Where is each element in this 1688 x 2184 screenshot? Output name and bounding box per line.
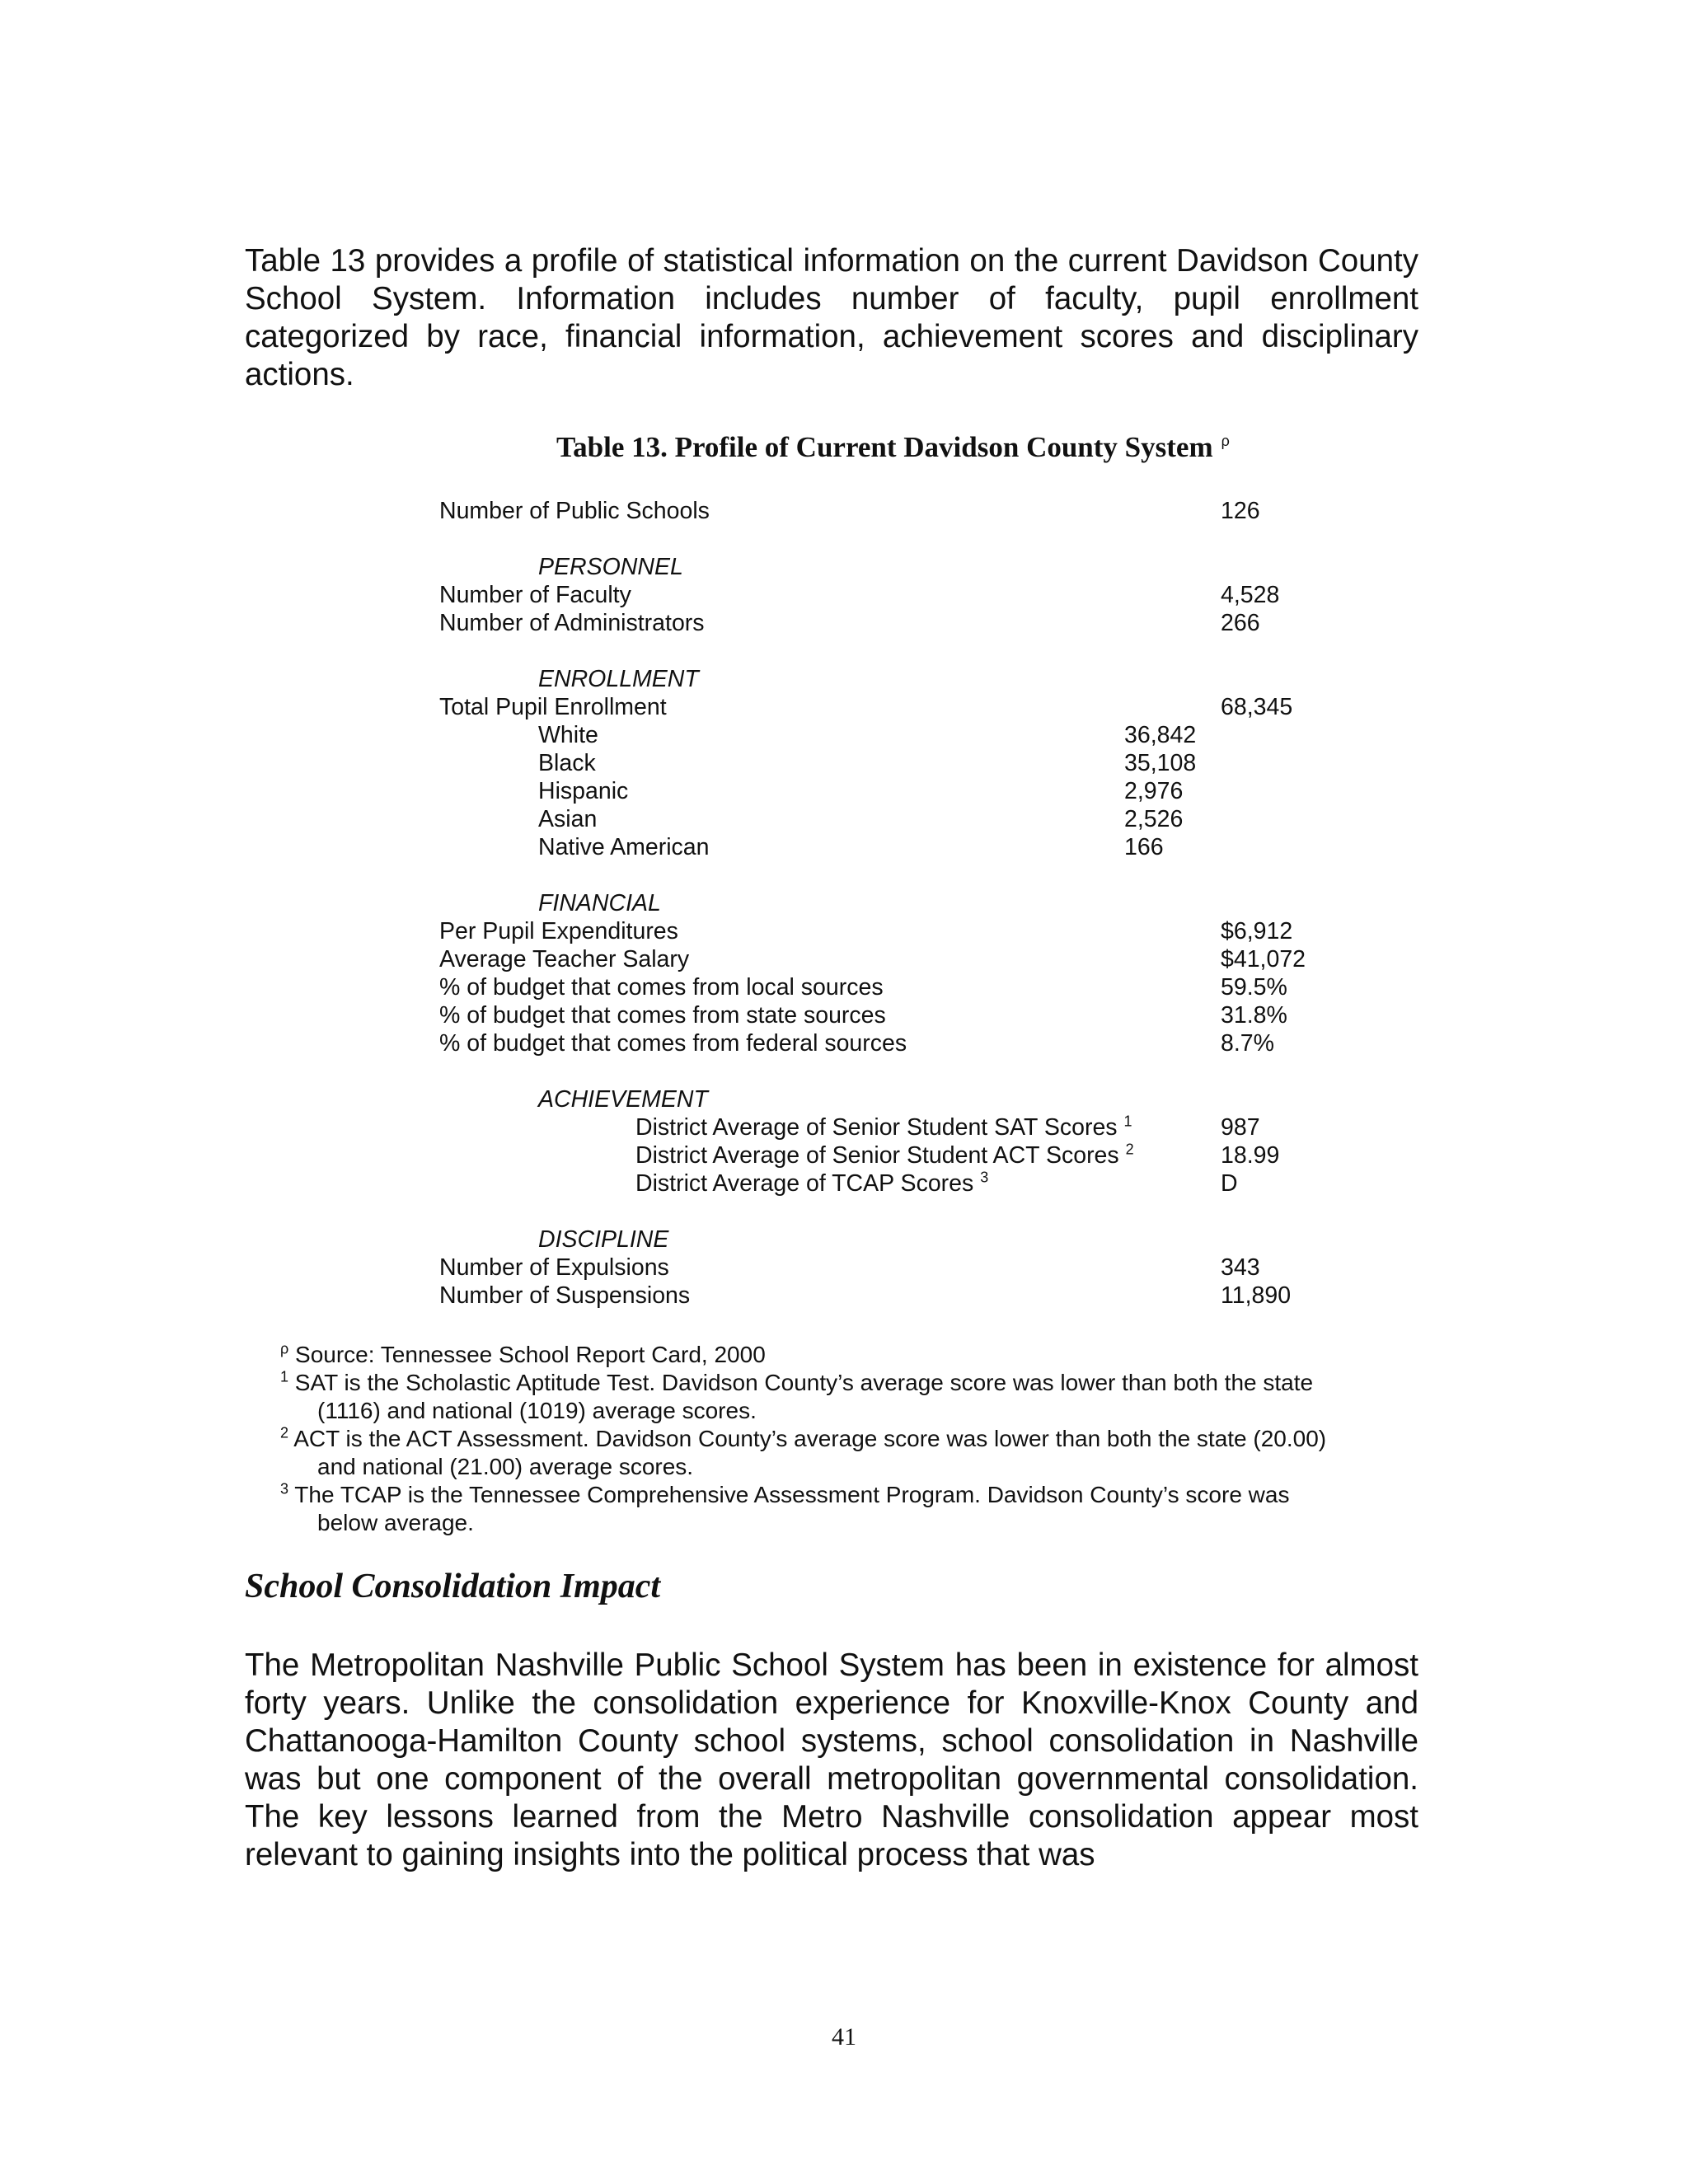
profile-table: Number of Public Schools 126 PERSONNEL Number of Faculty 4,528 Number of Administrators 266 ENROLLMENT Total Pupil Enrollment 68,345 White 36,842 Black 35,108 Hispanic 2,976 Asian 2,526 Native American 166 FINANCIAL Per Pupil Expenditures $6,912 Average Teacher Salary $41,072 % of budget that comes from local sources 59.5% % of budget that comes from state sources 31.8% % of budget that comes from federal sources 8.7% ACHIEVEMENT District Average of Senior Student SAT Scores $^1$ 987 District Average of Senior Student ACT Scores $^2$ 18.99 District Average of TCAP Scores $^3$ D DISCIPLINE Number of Expulsions 343 Number of Suspensions 11,890 xyxy=(439,498,1306,1309)
row-subvalue: 166 xyxy=(1124,834,1164,860)
row-label: Per Pupil Expenditures xyxy=(439,918,678,944)
row-label: % of budget that comes from federal sources xyxy=(439,1030,907,1057)
footnote-text: SAT is the Scholastic Aptitude Test. Davidson County’s average score was lower than both the state xyxy=(294,1370,1314,1395)
row-value: 31.8% xyxy=(1221,1002,1287,1029)
row-value: 126 xyxy=(1221,498,1260,524)
row-label: % of budget that comes from local sources xyxy=(439,974,884,1001)
row-label: District Average of Senior Student SAT Scores $^1$ xyxy=(635,1113,1132,1141)
row-label: Number of Suspensions xyxy=(439,1282,691,1309)
footnote xyxy=(280,1341,1451,1369)
footnote xyxy=(280,1425,1451,1481)
row-label: Number of Expulsions xyxy=(439,1254,669,1281)
row-label: Hispanic xyxy=(538,778,629,804)
row-value: $6,912 xyxy=(1221,918,1293,944)
row-label: Native American xyxy=(538,834,710,860)
row-label: % of budget that comes from state sources xyxy=(439,1002,886,1029)
page-number: 41 xyxy=(832,2023,856,2050)
footnote-mark: 2 xyxy=(280,1424,289,1441)
footnote-mark: 1 xyxy=(280,1368,289,1385)
footnote-continuation: and national (21.00) average scores. xyxy=(317,1454,694,1479)
footnote-ref: 2 xyxy=(1125,1141,1134,1158)
row-label: Total Pupil Enrollment xyxy=(439,694,667,720)
row-value: 987 xyxy=(1221,1114,1260,1141)
row-label: Number of Faculty xyxy=(439,582,631,608)
section-title: School Consolidation Impact xyxy=(245,1568,661,1605)
body-paragraph: The Metropolitan Nashville Public School System has been in existence for almost forty years. Unlike the consolidation experience for Knoxville-Knox County and Chattanooga-Hamilton County school systems, school consolidation in Nashville was but one component of the overall metropolitan governmental consolidation. The key lessons learned from the Metro Nashville consolidation appear most relevant to gaining insights into the political process that was xyxy=(245,1647,1418,1872)
row-subvalue: 2,976 xyxy=(1124,778,1184,804)
row-subvalue: 35,108 xyxy=(1124,750,1197,776)
row-label: Asian xyxy=(538,806,598,832)
footnote-mark: 3 xyxy=(280,1480,289,1497)
row-label: Number of Administrators xyxy=(439,610,705,636)
footnote-mark: ρ xyxy=(280,1340,289,1357)
row-value: 18.99 xyxy=(1221,1142,1280,1169)
row-value: 266 xyxy=(1221,610,1260,636)
row-label: Black xyxy=(538,750,596,776)
footnote-ref: 3 xyxy=(980,1169,989,1186)
row-label: Number of Public Schools xyxy=(439,498,710,524)
row-label: Average Teacher Salary xyxy=(439,946,690,972)
footnote-text: ACT is the ACT Assessment. Davidson County’s average score was lower than both the state (20.00) xyxy=(293,1426,1327,1451)
row-subvalue: 36,842 xyxy=(1124,722,1197,748)
row-subvalue: 2,526 xyxy=(1124,806,1184,832)
row-value: D xyxy=(1221,1170,1238,1197)
footnote-ref: 1 xyxy=(1123,1113,1132,1130)
row-value: 343 xyxy=(1221,1254,1260,1281)
footnote-continuation: (1116) and national (1019) average scores. xyxy=(317,1398,757,1423)
footnote xyxy=(280,1369,1451,1425)
footnotes xyxy=(280,1341,1451,1537)
intro-paragraph: Table 13 provides a profile of statistical information on the current Davidson County School System. Information includes number of faculty, pupil enrollment categorized by race, financial information, achievement scores and disciplinary actions. xyxy=(245,243,1418,392)
row-value: 68,345 xyxy=(1221,694,1293,720)
row-label: White xyxy=(538,722,598,748)
table-caption-text: Table 13. Profile of Current Davidson County System xyxy=(556,431,1213,463)
row-value: 11,890 xyxy=(1221,1282,1292,1309)
row-label: District Average of TCAP Scores $^3$ xyxy=(635,1169,989,1197)
row-value: 59.5% xyxy=(1221,974,1287,1001)
table-caption-mark: ρ xyxy=(1221,433,1230,450)
row-label: District Average of Senior Student ACT Scores $^2$ xyxy=(635,1141,1134,1169)
footnote-text: Source: Tennessee School Report Card, 2000 xyxy=(295,1342,766,1367)
row-value: 4,528 xyxy=(1221,582,1280,608)
footnote-text: The TCAP is the Tennessee Comprehensive Assessment Program. Davidson County’s score was xyxy=(294,1482,1290,1507)
footnote xyxy=(280,1481,1451,1537)
row-value: $41,072 xyxy=(1221,946,1306,972)
footnote-continuation: below average. xyxy=(317,1510,474,1535)
row-value: 8.7% xyxy=(1221,1030,1274,1057)
